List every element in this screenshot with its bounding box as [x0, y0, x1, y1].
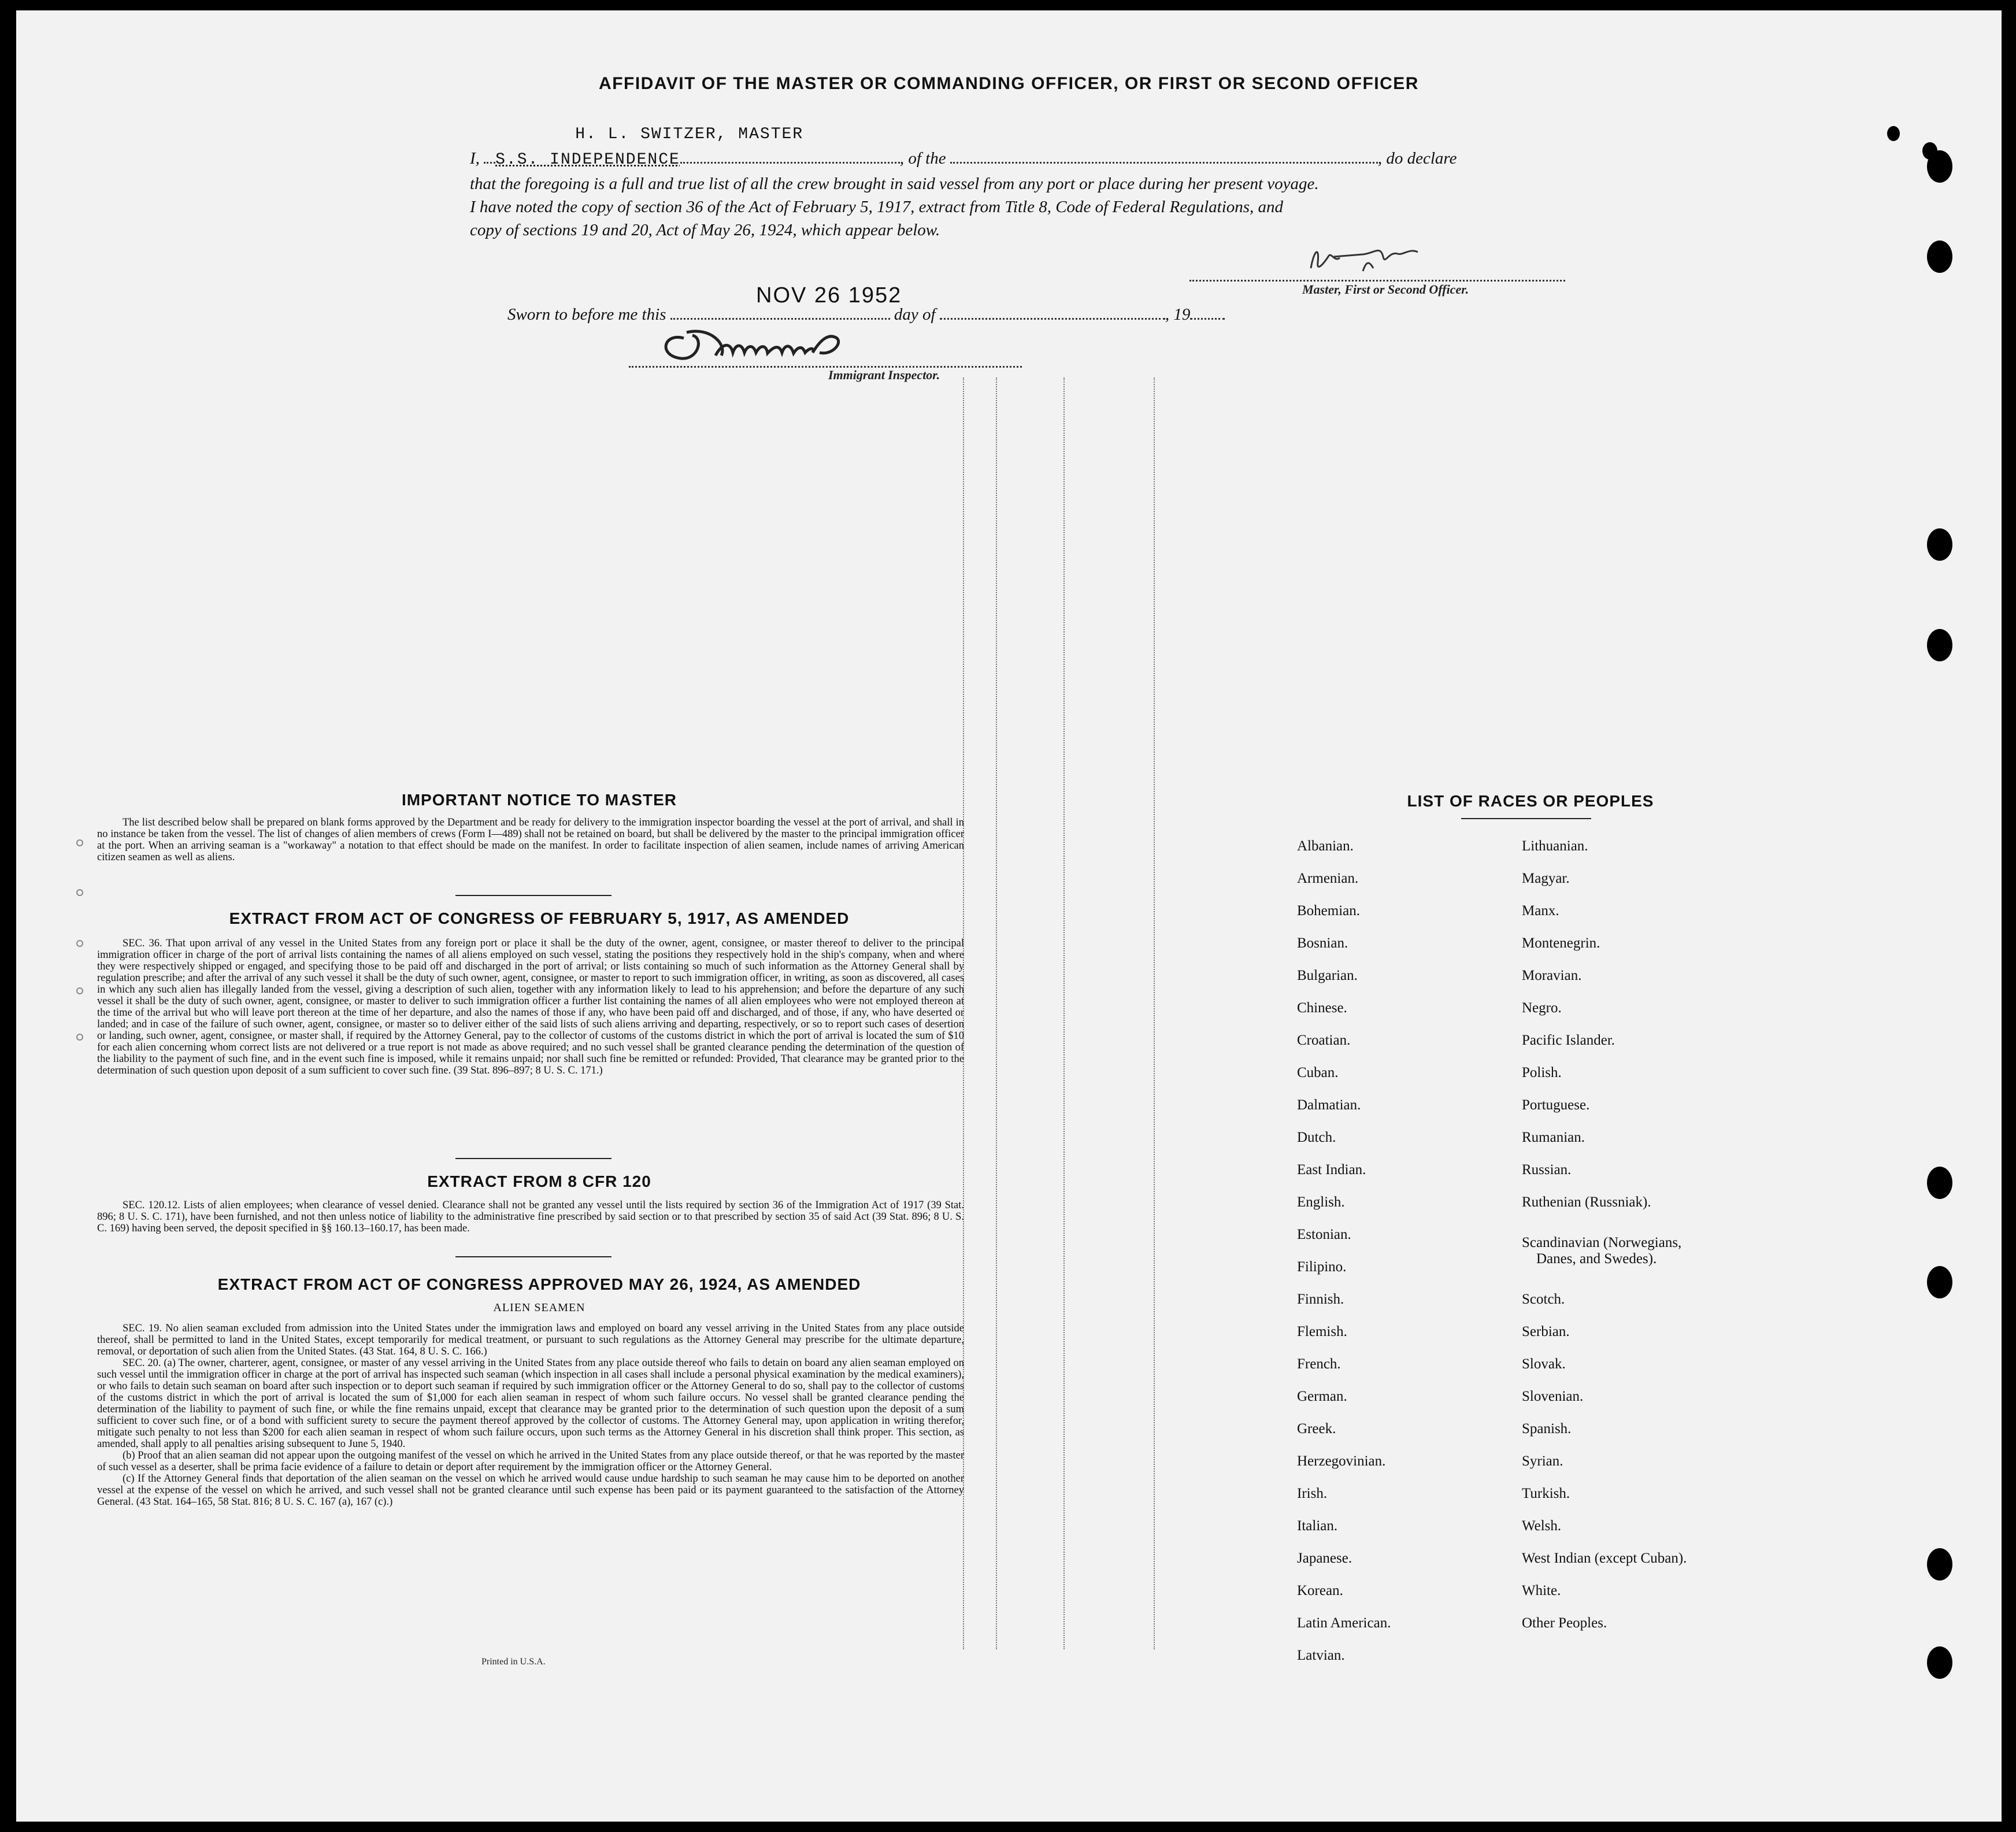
race-left-item: Japanese.: [1297, 1550, 1352, 1566]
race-right-item: Pacific Islander.: [1522, 1032, 1615, 1048]
punch-hole: [1887, 126, 1900, 141]
section-divider: [455, 895, 612, 896]
master-signature-line: [1189, 247, 1565, 282]
inspector-signature: [629, 321, 1022, 367]
declaration-line-2: that the foregoing is a full and true list of all the crew brought in said vessel from any port or place during her present voyage.: [470, 175, 1319, 193]
race-right-item: Negro.: [1522, 1000, 1562, 1016]
race-right-item: Danes, and Swedes).: [1536, 1251, 1657, 1267]
margin-mark: [76, 889, 83, 896]
race-left-item: French.: [1297, 1356, 1341, 1372]
day-of-label: day of: [894, 305, 936, 324]
declaration-line-4: copy of sections 19 and 20, Act of May 26, 1924, which appear below.: [470, 221, 940, 239]
race-left-item: Dalmatian.: [1297, 1097, 1361, 1113]
race-left-item: Bohemian.: [1297, 903, 1361, 919]
race-right-item: Magyar.: [1522, 871, 1570, 886]
margin-mark: [76, 987, 83, 994]
race-left-item: Bosnian.: [1297, 935, 1348, 951]
declaration-name-line: [470, 121, 1568, 146]
races-heading: LIST OF RACES OR PEOPLES: [1407, 792, 1654, 810]
document-page: [16, 10, 2002, 1822]
column-guide: [1154, 377, 1155, 1649]
race-left-item: Irish.: [1297, 1486, 1328, 1501]
sworn-prefix: Sworn to before me this: [507, 305, 666, 324]
race-right-item: Polish.: [1522, 1065, 1562, 1080]
race-left-item: Estonian.: [1297, 1227, 1351, 1242]
race-left-item: Finnish.: [1297, 1291, 1344, 1307]
race-right-item: Manx.: [1522, 903, 1559, 919]
punch-hole: [1927, 240, 1952, 273]
cfr-body: SEC. 120.12. Lists of alien employees; when clearance of vessel denied. Clearance shall not be granted any vessel until the lists required by section 36 of the Immigration Act of 1917 (39 Stat. 896; 8 U. S. C. 171), have been furnished, and not then unless notice of liability to the administrative fine prescribed by said section or to that prescribed by section 35 of said Act (39 Stat. 896; 8 U. S. C. 169) having been served, the deposit specified in §§ 160.13–160.17, has been made.: [97, 1200, 964, 1234]
typed-vessel-name: S.S. INDEPENDENCE: [495, 151, 680, 169]
typed-master-name: H. L. SWITZER, MASTER: [575, 125, 804, 143]
race-left-item: Armenian.: [1297, 871, 1359, 886]
alien-seamen-subheading: ALIEN SEAMEN: [493, 1301, 585, 1314]
race-right-item: Other Peoples.: [1522, 1615, 1607, 1631]
race-right-item: Turkish.: [1522, 1486, 1570, 1501]
race-right-item: Serbian.: [1522, 1324, 1570, 1339]
punch-hole: [1927, 1266, 1952, 1298]
races-heading-rule: [1461, 818, 1591, 819]
inspector-signature-caption: Immigrant Inspector.: [828, 368, 940, 382]
extract-1917-body: SEC. 36. That upon arrival of any vessel in the United States from any foreign port or place it shall be the duty of the owner, agent, consignee, or master thereof to deliver to the principal immigration officer in charge of the port of arrival lists containing the names of all aliens employed on such vessel, stating the positions they respectively hold in the ship's company, when and where they were respectively shipped or engaged, and specifying those to be paid off and discharged in the port of arrival; or lists containing so much of such information as the Attorney General shall by regulation prescribe; and after the arrival of any such vessel it shall be the duty of such owner, agent, consignee, or master to report to such immigration officer, in writing, as soon as discovered, all cases in which any such alien has illegally landed from the vessel, giving a description of such alien, together with any information likely to lead to his apprehension; and before the departure of any such vessel it shall be the duty of such owner, agent, consignee, or master to deliver to such immigration officer a further list containing the names of all alien employees who were not employed thereon at the time of the arrival but who will leave port thereon at the time of her departure, and also the names of those if any, who have been paid off and discharged, and of those, if any, who have deserted or landed; and in case of the failure of such owner, agent, consignee, or master so to deliver either of the said lists of such aliens arriving and departing, respectively, or so to report such cases of desertion or landing, such owner, agent, consignee, or master shall, if required by the Attorney General, pay to the collector of customs of the customs district in which the port of arrival is located the sum of $10 for each alien concerning whom correct lists are not delivered or a true report is not made as above required; and no such vessel shall be granted clearance pending the determination of the question of the liability to the payment of such fine, and in the event such fine is imposed, while it remains unpaid; nor shall such fine be remitted or refunded: Provided, That clearance may be granted prior to the determination of such question upon deposit of a sum sufficient to cover such fine. (39 Stat. 896–897; 8 U. S. C. 171.): [97, 938, 964, 1076]
punch-hole: [1927, 1646, 1952, 1679]
declaration-line-1: [470, 147, 1568, 172]
printed-in-usa: Printed in U.S.A.: [481, 1657, 546, 1667]
race-right-item: Syrian.: [1522, 1453, 1563, 1469]
race-right-item: Russian.: [1522, 1162, 1572, 1178]
date-stamp: NOV 26 1952: [756, 283, 902, 308]
race-right-item: West Indian (except Cuban).: [1522, 1550, 1687, 1566]
margin-mark: [76, 1034, 83, 1041]
race-left-item: Korean.: [1297, 1583, 1343, 1598]
margin-mark: [76, 839, 83, 846]
inspector-signature-line: [629, 325, 1022, 368]
race-right-item: Slovak.: [1522, 1356, 1566, 1372]
declaration-pronoun: I,: [470, 149, 480, 168]
race-left-item: Flemish.: [1297, 1324, 1347, 1339]
extract-1924-body: SEC. 19. No alien seaman excluded from admission into the United States under the immigration laws and employed on board any vessel arriving in the United States from any place outside thereof, shall be permitted to land in the United States, except temporarily for medical treatment, or pursuant to such regulations as the Attorney General may prescribe for the ultimate departure, removal, or deportation of such alien from the United States. (43 Stat. 164, 8 U. S. C. 166.) SEC. 20. (a) The owner, charterer, agent, consignee, or master of any vessel arriving in the United States from any place outside thereof who fails to detain on board any alien seaman employed on such vessel until the immigration officer in charge at the port of arrival has inspected such seaman (which inspection in all cases shall include a personal physical examination by the medical examiners), or who fails to detain such seaman on board after such inspection or to deport such seaman if required by such immigration officer or the Attorney General to do so, shall pay to the collector of customs of the customs district in which the port of arrival is located the sum of $1,000 for each alien seaman in respect of whom such failure occurs. No vessel shall be granted clearance pending the determination of the liability to payment of such fine, or while the fine remains unpaid, except that clearance may be granted prior to the determination of such question upon the deposit of a sum sufficient to cover such fine, or of a bond with sufficient surety to secure the payment thereof approved by the collector of customs. The Attorney General may, upon application in writing therefor, mitigate such penalty to not less than $200 for each alien seaman in respect of whom such failure occurs, upon such terms as the Attorney General in his discretion shall think proper. This section, as amended, shall apply to all penalties arising subsequent to June 5, 1940. (b) Proof that an alien seaman did not appear upon the outgoing manifest of the vessel on which he arrived in the United States from any place outside thereof, or that he was reported by the master of such vessel as a deserter, shall be prima facie evidence of a failure to detain or deport after requirement by the immigration officer or the Attorney General. (c) If the Attorney General finds that deportation of the alien seaman on the vessel on which he arrived would cause undue hardship to such seaman he may cause him to be deported on another vessel at the expense of the vessel on which he arrived, and such vessel shall not be granted clearance until such expense has been paid or its payment guaranteed to the satisfaction of the Attorney General. (43 Stat. 164–165, 58 Stat. 816; 8 U. S. C. 167 (a), 167 (c).): [97, 1323, 964, 1508]
race-right-item: Scotch.: [1522, 1291, 1565, 1307]
punch-hole: [1927, 1548, 1952, 1581]
race-left-item: Cuban.: [1297, 1065, 1339, 1080]
extract-1917-heading: EXTRACT FROM ACT OF CONGRESS OF FEBRUARY 5, 1917, AS AMENDED: [229, 909, 850, 927]
notice-heading: IMPORTANT NOTICE TO MASTER: [401, 791, 677, 809]
race-right-item: Montenegrin.: [1522, 935, 1600, 951]
do-declare-label: , do declare: [1377, 149, 1457, 168]
section-divider: [455, 1158, 612, 1159]
race-left-item: Croatian.: [1297, 1032, 1351, 1048]
extract-1924-heading: EXTRACT FROM ACT OF CONGRESS APPROVED MAY 26, 1924, AS AMENDED: [217, 1275, 861, 1293]
race-left-item: Bulgarian.: [1297, 968, 1358, 983]
affidavit-title: AFFIDAVIT OF THE MASTER OR COMMANDING OFFICER, OR FIRST OR SECOND OFFICER: [599, 74, 1419, 93]
race-right-item: Ruthenian (Russniak).: [1522, 1194, 1651, 1210]
master-signature: [1189, 239, 1565, 274]
race-right-item: White.: [1522, 1583, 1561, 1598]
year-prefix-label: , 19: [1165, 305, 1191, 324]
of-the-label: , of the: [899, 149, 946, 168]
race-left-item: Filipino.: [1297, 1259, 1347, 1275]
race-left-item: Chinese.: [1297, 1000, 1347, 1016]
master-signature-caption: Master, First or Second Officer.: [1302, 282, 1469, 297]
race-right-item: Scandinavian (Norwegians,: [1522, 1235, 1682, 1250]
race-right-item: Moravian.: [1522, 968, 1582, 983]
column-guide: [1063, 377, 1065, 1649]
race-left-item: Latvian.: [1297, 1648, 1345, 1663]
race-right-item: Lithuanian.: [1522, 838, 1588, 854]
race-right-item: Slovenian.: [1522, 1389, 1584, 1404]
race-left-item: East Indian.: [1297, 1162, 1366, 1178]
race-right-item: Welsh.: [1522, 1518, 1562, 1534]
race-left-item: English.: [1297, 1194, 1345, 1210]
race-left-item: Latin American.: [1297, 1615, 1391, 1631]
punch-hole: [1927, 629, 1952, 661]
cfr-heading: EXTRACT FROM 8 CFR 120: [427, 1172, 651, 1190]
notice-body: The list described below shall be prepared on blank forms approved by the Department and be ready for delivery to the immigration inspector boarding the vessel at the port of arrival, and shall in no instance be taken from the vessel. The list of changes of alien members of crews (Form I—489) shall not be retained on board, but shall be delivered by the master to the principal immigration officer at the port. When an arriving seaman is a "workaway" a notation to that effect should be made on the manifest. In order to facilitate inspection of alien seamen, include names of arriving American citizen seamen as well as aliens.: [97, 817, 964, 863]
race-left-item: Herzegovinian.: [1297, 1453, 1386, 1469]
column-guide: [996, 377, 997, 1649]
race-left-item: Dutch.: [1297, 1130, 1336, 1145]
race-right-item: Portuguese.: [1522, 1097, 1590, 1113]
race-left-item: Albanian.: [1297, 838, 1354, 854]
punch-hole: [1927, 150, 1952, 183]
race-left-item: Greek.: [1297, 1421, 1336, 1437]
race-left-item: German.: [1297, 1389, 1347, 1404]
punch-hole: [1927, 528, 1952, 561]
race-right-item: Rumanian.: [1522, 1130, 1585, 1145]
section-divider: [455, 1256, 612, 1257]
margin-mark: [76, 940, 83, 947]
race-right-item: Spanish.: [1522, 1421, 1572, 1437]
race-left-item: Italian.: [1297, 1518, 1338, 1534]
declaration-line-3: I have noted the copy of section 36 of the Act of February 5, 1917, extract from Title 8, Code of Federal Regulations, and: [470, 198, 1284, 216]
punch-hole: [1927, 1167, 1952, 1199]
